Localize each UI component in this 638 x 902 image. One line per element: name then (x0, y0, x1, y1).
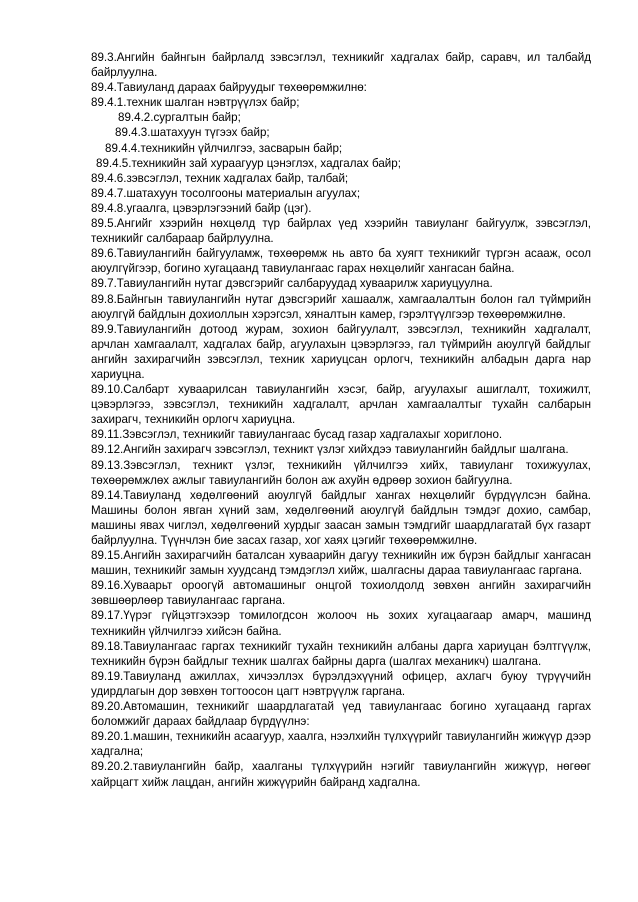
paragraph-89-7: 89.7.Тавиулангийн нутаг дэвсгэрийг салбаруудад хуваарилж хариуцуулна. (91, 277, 493, 291)
list-item-89-4-6: 89.4.6.зэвсэглэл, техник хадгалах байр, талбай; (91, 171, 349, 185)
paragraph-89-4: 89.4.Тавиуланд дараах байруудыг төхөөрөмжилнө: (91, 81, 367, 95)
document-page (91, 50, 591, 790)
paragraph-89-6: 89.6.Тавиулангийн байгууламж, төхөөрөмж нь авто ба хуягт техникийг түргэн асааж, осол аюулгүйгээр, богино хугацаанд тавиулангаас гарах нөхцөлийг хангасан байна. (91, 247, 591, 276)
paragraph-89-16: 89.16.Хуваарьт ороогүй автомашиныг онцгой тохиолдолд зөвхөн ангийн захирагчийн зөвшөөрлөөр тавиулангаас гаргана. (91, 579, 591, 608)
list-item-89-4-3: 89.4.3.шатахуун түгээх байр; (115, 126, 270, 140)
list-item-89-4-8: 89.4.8.угаалга, цэвэрлэгээний байр (цэг). (91, 201, 312, 215)
list-item-89-4-5: 89.4.5.техникийн зай хураагуур цэнэглэх, хадгалах байр; (96, 156, 401, 170)
paragraph-89-13: 89.13.Зэвсэглэл, техникт үзлэг, техникийн үйлчилгээ хийх, тавиуланг тохижуулах, төхөөрөмжлөх ажлыг тавиулангийн болон аж ахуйн өдрөөр зохион байгуулна. (91, 458, 591, 487)
paragraph-89-5: 89.5.Ангийг хээрийн нөхцөлд түр байрлах үед хээрийн тавиуланг байгуулж, зэвсэглэл, техникийг салбараар байрлуулна. (91, 217, 591, 246)
list-item-89-20-2: 89.20.2.тавиулангийн байр, хаалганы түлхүүрийн нэгийг тавиулангийн жижүүр, нөгөөг хайрцагт хийж лацдан, ангийн жижүүрийн байранд хадгална. (91, 760, 591, 789)
list-item-89-4-4: 89.4.4.техникийн үйлчилгээ, засварын байр; (105, 141, 343, 155)
paragraph-89-8: 89.8.Байнгын тавиулангийн нутаг дэвсгэрийг хашаалж, хамгаалалтын болон гал түймрийн аюулгүй байдлын дохиоллын хэрэгсэл, хяналтын камер, гэрэлтүүлгээр төхөөрөмжилнө. (91, 292, 591, 321)
paragraph-89-19: 89.19.Тавиуланд ажиллах, хичээллэх бүрэлдэхүүний офицер, ахлагч буюу түрүүчийн удирдлагын дор зөвхөн тогтоосон цагт нэвтрүүлж гаргана. (91, 669, 591, 698)
paragraph-89-17: 89.17.Үүрэг гүйцэтгэхээр томилогдсон жолооч нь зохих хугацаагаар амарч, машинд техникийн үйлчилгээ хийсэн байна. (91, 609, 591, 638)
paragraph-89-15: 89.15.Ангийн захирагчийн баталсан хуваарийн дагуу техникийн иж бүрэн байдлыг хангасан машин, техникийг замын хуудсанд тэмдэглэл хийж, шалгасны дараа тавиулангаас гаргана. (91, 549, 591, 578)
list-item-89-4-1: 89.4.1.техник шалган нэвтрүүлэх байр; (91, 96, 300, 110)
paragraph-89-12: 89.12.Ангийн захирагч зэвсэглэл, техникт үзлэг хийхдээ тавиулангийн байдлыг шалгана. (91, 443, 569, 457)
list-item-89-4-7: 89.4.7.шатахуун тосолгооны материалын агуулах; (91, 186, 361, 200)
paragraph-89-20: 89.20.Автомашин, техникийг шаардлагатай үед тавиулангаас богино хугацаанд гаргах боломжийг дараах байдлаар бүрдүүлнэ: (91, 700, 591, 729)
paragraph-89-14: 89.14.Тавиуланд хөдөлгөөний аюулгүй байдлыг хангах нөхцөлийг бүрдүүлсэн байна. Машины болон явган хүний зам, хөдөлгөөний аюулгүй байдлын тэмдэг дохио, самбар, машины явах чиглэл, хөдөлгөөний хурдыг заасан замын тэмдгийг шаардлагатай бүх газарт байрлуулна. Түүнчлэн бие засах газар, хог хаях цэгийг төхөөрөмжилнө. (91, 488, 591, 547)
paragraph-89-18: 89.18.Тавиулангаас гаргах техникийг тухайн техникийн албаны дарга хариуцан бэлтгүүлж, техникийн бүрэн байдлыг техник шалгах байрны дарга (шалгах механикч) шалгана. (91, 639, 591, 668)
list-item-89-4-2: 89.4.2.сургалтын байр; (118, 111, 241, 125)
list-item-89-20-1: 89.20.1.машин, техникийн асаагуур, хаалга, нээлхийн түлхүүрийг тавиулангийн жижүүр дээр хадгална; (91, 730, 591, 759)
paragraph-89-11: 89.11.Зэвсэглэл, техникийг тавиулангаас бусад газар хадгалахыг хориглоно. (91, 428, 503, 442)
paragraph-89-10: 89.10.Салбарт хуваарилсан тавиулангийн хэсэг, байр, агуулахыг ашиглалт, тохижилт, цэвэрлэгээ, зэвсэглэл, техникийн хадгалалт, арчлан хамгаалалтыг тухайн салбарын захирагч, техникийн орлогч хариуцна. (91, 383, 591, 427)
paragraph-89-9: 89.9.Тавиулангийн дотоод журам, зохион байгуулалт, зэвсэглэл, техникийн хадгалалт, арчлан хамгаалалт, хадгалах байр, агуулахын цэвэрлэгээ, гал түймрийн аюулгүй байдлыг ангийн захирагчийн зэвсэглэл, техник хариуцсан орлогч, техникийн албадын дарга нар хариуцна. (91, 322, 591, 381)
paragraph-89-3: 89.3.Ангийн байнгын байрлалд зэвсэглэл, техникийг хадгалах байр, саравч, ил талбайд байрлуулна. (91, 51, 591, 80)
